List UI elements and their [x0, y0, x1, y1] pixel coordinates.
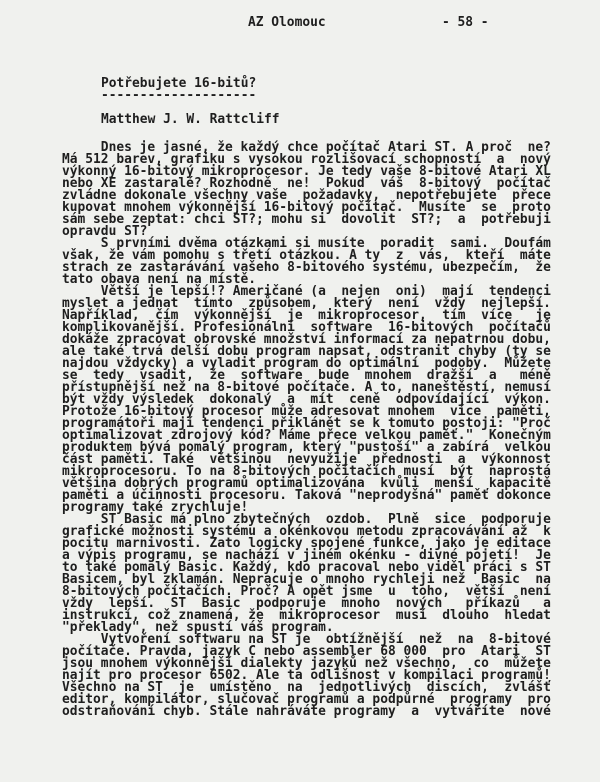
text-line: Basicem, byl zklamán. Nepracuje o mnoho rychleji než Basic na [62, 572, 551, 587]
text-line: Dnes je jasné, že každý chce počítač Atari ST. A proč ne? [62, 140, 551, 155]
text-line: 8-bitových počítačích. Proč? A opět jsme u toho, větší není [62, 584, 551, 599]
text-line: nebo XE zastaralé? Rozhodně ne! Pokud váš 8-bitový počítač [62, 176, 551, 191]
text-line: Například, čím výkonnější je mikroprocesor, tím více je [62, 308, 551, 323]
text-line: Větší je lepší!? Američané (a nejen oni) mají tendenci [62, 284, 551, 299]
text-line: to také pomalý Basic. Každý, kdo pracoval nebo viděl práci s ST [62, 560, 551, 575]
text-line: paměti a účinnosti procesoru. Taková "neprodyšná" paměť dokonce [62, 488, 551, 503]
text-line: tato obava není na místě. [62, 272, 257, 287]
text-line: mikroprocesoru. To na 8-bitových počítačích musí být naprostá [62, 464, 551, 479]
text-line: se tedy vsadit, že software bude mnohem dražší a méně [62, 368, 551, 383]
text-line: grafické možnosti systému a okénkovou metodu zpracovávání až k [62, 524, 551, 539]
text-line: však, že vám pomohu s třetí otázkou. A ty z vás, kteří máte [62, 248, 551, 263]
text-line: a výpis programu, se nachází v jiném okénku - divné pojetí! Je [62, 548, 551, 563]
text-line: přístupnější než na 8-bitové počítače. A to, naneštěstí, nemusí [62, 380, 551, 395]
text-line: ST Basic má plno zbytečných ozdob. Plně sice podporuje [62, 512, 551, 527]
text-line: komplikovanější. Profesionální software 16-bitových počítačů [62, 320, 551, 335]
text-line: výkonný 16-bitový mikroprocesor. Je tedy vaše 8-bitové Atari XL [62, 164, 551, 179]
text-line: programátoři mají tendenci přiklánět se k tomuto postoji: "Proč [62, 416, 551, 431]
text-line: programy také zrychluje! [62, 500, 249, 515]
text-line: zvládne dokonale všechny vaše požadavky, nepotřebujete přece [62, 188, 551, 203]
text-line: být vždy výsledek dokonalý a mít ceně odpovídající výkon. [62, 392, 551, 407]
article-title: Potřebujete 16-bitů? [101, 76, 257, 91]
text-line: myslet a jednat tímto způsobem, který není vždy nejlepší. [62, 296, 551, 311]
text-line: jsou mnohem výkonnější dialekty jazyků než všechno, co můžete [62, 656, 551, 671]
header-page-number: - 58 - [442, 15, 489, 30]
text-line: opravdu ST? [62, 224, 148, 239]
text-line: vždy lepší. ST Basic podporuje mnoho nových příkazů a [62, 596, 551, 611]
text-line: Protože 16-bitový procesor může adresovat mnohem více paměti, [62, 404, 551, 419]
article-body [62, 142, 551, 718]
text-line: najít pro procesor 6502. Ale ta odlišnost v kompilaci programů! [62, 668, 551, 683]
text-line: najdou vždycky) a vyladit program do optimální podoby. Můžete [62, 356, 551, 371]
text-line: strach ze zastarávání vašeho 8-bitového systému, ubezpečím, že [62, 260, 551, 275]
text-line: Má 512 barev, grafiku s vysokou rozlišovací schopností a nový [62, 152, 551, 167]
text-line: S prvními dvěma otázkami si musíte poradit sami. Doufám [62, 236, 551, 251]
text-line: optimalizovat zdrojový kód? Máme přece velkou paměť." Konečným [62, 428, 551, 443]
text-line: kupovat mnohem výkonnější 16-bitový počítač. Musíte se proto [62, 200, 551, 215]
text-line: instrukcí, což znamená, že mikroprocesor musí dlouho hledat [62, 608, 551, 623]
header-journal-title: AZ Olomouc [248, 15, 326, 30]
text-line: počítače. Pravda, jazyk C nebo assembler 68 000 pro Atari ST [62, 644, 551, 659]
text-line: pocitu marnivosti. Zato logicky spojené funkce, jako je editace [62, 536, 551, 551]
text-line: odstraňování chyb. Stále nahráváte programy a vytváříte nové [62, 704, 551, 719]
article-author: Matthew J. W. Rattcliff [101, 112, 280, 127]
text-line: Vytvoření softwaru na ST je obtížnější než na 8-bitové [62, 632, 551, 647]
text-line: dokáže zpracovat obrovské množství informací za nepatrnou dobu, [62, 332, 551, 347]
text-line: produktem bývá pomalý program, který "pustoší" a zabírá velkou [62, 440, 551, 455]
text-line: "překlady", než spustí váš program. [62, 620, 334, 635]
text-line: část paměti. Také většinou nevyužije přednosti a výkonnost [62, 452, 551, 467]
text-line: ale také trvá delší dobu program napsat, odstranit chyby (ty se [62, 344, 551, 359]
text-line: Všechno na ST je umístěno na jednotlivých discích, zvlášť [62, 680, 551, 695]
article-title-underline: -------------------- [101, 88, 257, 103]
text-line: editor, kompilátor, slučovač programů a podpůrné programy pro [62, 692, 551, 707]
text-line: většina dobrých programů optimalizována kvůli menší kapacitě [62, 476, 551, 491]
text-line: sám sebe zeptat: chci ST?; mohu si dovolit ST?; a potřebuji [62, 212, 551, 227]
